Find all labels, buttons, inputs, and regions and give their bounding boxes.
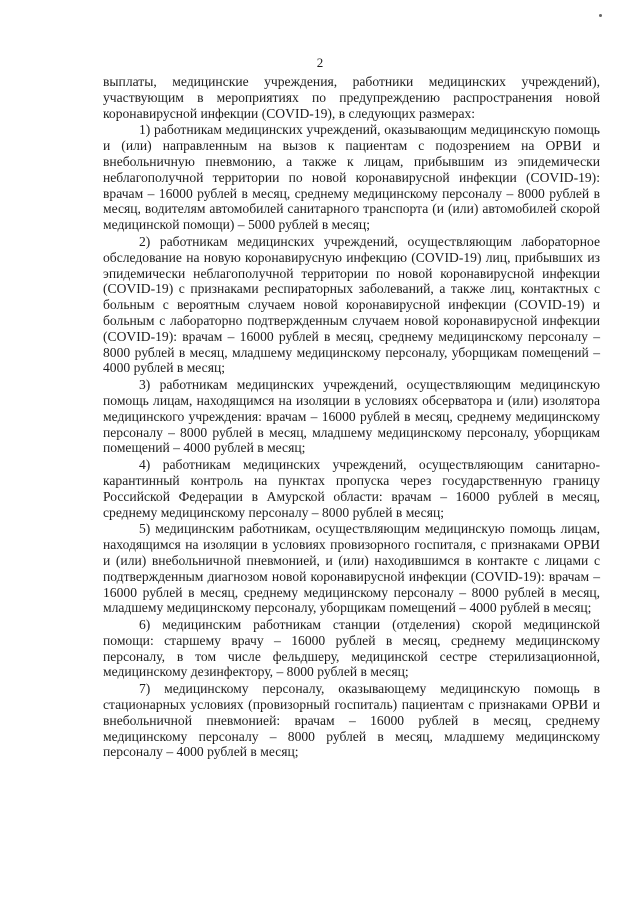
paragraph-continuation: выплаты, медицинские учреждения, работники медицинских учреждений), участвующим в мероприятиях по предупреждению распространения новой коронавирусной инфекции (COVID-19), в следующих размерах:: [103, 74, 600, 121]
paragraph-item-1: 1) работникам медицинских учреждений, оказывающим медицинскую помощь и (или) направленным на вызов к пациентам с подозрением на ОРВИ и внебольничную пневмонию, а также к лицам, прибывшим из эпидемически неблагополучной территории по новой коронавирусной инфекции (COVID-19): врачам – 16000 рублей в месяц, среднему медицинскому персоналу – 8000 рублей в месяц, водителям автомобилей санитарного транспорта (и (или) автомобилей скорой медицинской помощи) – 5000 рублей в месяц;: [103, 122, 600, 233]
scan-speck: [599, 14, 602, 17]
paragraph-item-5: 5) медицинским работникам, осуществляющим медицинскую помощь лицам, находящимся на изоляции в условиях провизорного госпиталя, с признаками ОРВИ и (или) внебольничной пневмонией, и (или) находившимся в контакте с лицами с подтвержденным диагнозом новой коронавирусной инфекции (COVID-19): врачам – 16000 рублей в месяц, среднему медицинскому персоналу – 8000 рублей в месяц, младшему медицинскому персоналу, уборщикам помещений – 4000 рублей в месяц;: [103, 521, 600, 616]
paragraph-item-4: 4) работникам медицинских учреждений, осуществляющим санитарно-карантинный контроль на пунктах пропуска через государственную границу Российской Федерации в Амурской области: врачам – 16000 рублей в месяц, среднему медицинскому персоналу – 8000 рублей в месяц;: [103, 457, 600, 520]
paragraph-item-2: 2) работникам медицинских учреждений, осуществляющим лабораторное обследование на новую коронавирусную инфекцию (COVID-19) лиц, прибывших из эпидемически неблагополучной территории по новой коронавирусной инфекции (COVID-19) с признаками респираторных заболеваний, а также лиц, контактных с больным с вероятным случаем новой коронавирусной инфекции (COVID-19) и больным с лабораторно подтвержденным случаем новой коронавирусной инфекции (COVID-19): врачам – 16000 рублей в месяц, среднему медицинскому персоналу – 8000 рублей в месяц, младшему медицинскому персоналу, уборщикам помещений – 4000 рублей в месяц;: [103, 233, 600, 376]
paragraph-item-3: 3) работникам медицинских учреждений, осуществляющим медицинскую помощь лицам, находящимся на изоляции в условиях обсерватора и (или) изолятора медицинского учреждения: врачам – 16000 рублей в месяц, среднему медицинскому персоналу – 8000 рублей в месяц, младшему медицинскому персоналу, уборщикам помещений – 4000 рублей в месяц;: [103, 377, 600, 456]
paragraph-item-6: 6) медицинским работникам станции (отделения) скорой медицинской помощи: старшему врачу – 16000 рублей в месяц, среднему медицинскому персоналу, в том числе фельдшеру, медицинской сестре стерилизационной, медицинскому дезинфектору, – 8000 рублей в месяц;: [103, 617, 600, 680]
page-number: 2: [316, 55, 324, 70]
document-body: [103, 74, 600, 761]
paragraph-item-7: 7) медицинскому персоналу, оказывающему медицинскую помощь в стационарных условиях (провизорный госпиталь) пациентам с признаками ОРВИ и внебольничной пневмонией: врачам – 16000 рублей в месяц, среднему медицинскому персоналу – 8000 рублей в месяц, младшему медицинскому персоналу – 4000 рублей в месяц;: [103, 681, 600, 760]
